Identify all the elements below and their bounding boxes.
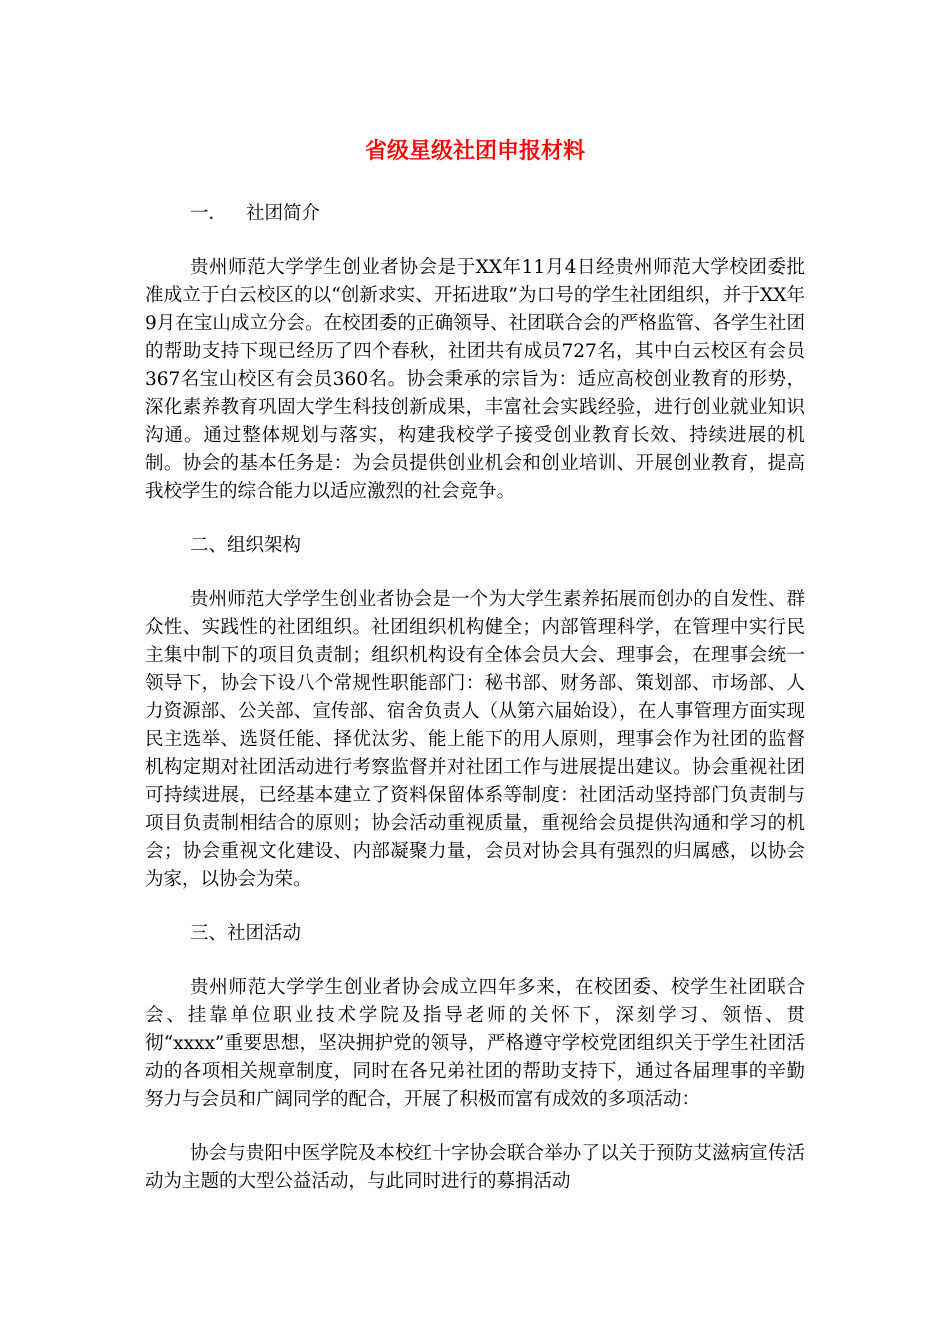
paragraph-structure: 贵州师范大学学生创业者协会是一个为大学生素养拓展而创办的自发性、群众性、实践性的社团组织。社团组织机构健全；内部管理科学，在管理中实行民主集中制下的项目负责制；组织机构设有全体会员大会、理事会，在理事会统一领导下，协会下设八个常规性职能部门：秘书部、财务部、策划部、市场部、人力资源部、公关部、宣传部、宿舍负责人（从第六届始设），在人事管理方面实现民主选举、选贤任能、择优汰劣、能上能下的用人原则，理事会作为社团的监督机构定期对社团活动进行考察监督并对社团工作与进展提出建议。协会重视社团可持续进展，已经基本建立了资料保留体系等制度：社团活动坚持部门负责制与项目负责制相结合的原则；协会活动重视质量，重视给会员提供沟通和学习的机会；协会重视文化建设、内部凝聚力量，会员对协会具有强烈的归属感，以协会为家，以协会为荣。 bbox=[145, 589, 805, 890]
paragraph-activities-2: 协会与贵阳中医学院及本校红十字协会联合举办了以关于预防艾滋病宣传活动为主题的大型公益活动，与此同时进行的募捐活动 bbox=[145, 1143, 805, 1192]
section-heading-text: 社团简介 bbox=[246, 203, 321, 224]
paragraph-activities-1: 贵州师范大学学生创业者协会成立四年多来，在校团委、校学生社团联合会、挂靠单位职业技术学院及指导老师的关怀下，深刻学习、领悟、贯彻“xxxx”重要思想，坚决拥护党的领导，严格遵守学校党团组织关于学生社团活动的各项相关规章制度，同时在各兄弟社团的帮助支持下，通过各届理事的辛勤努力与会员和广阔同学的配合，开展了积极而富有成效的多项活动： bbox=[145, 977, 805, 1110]
document-title: 省级星级社团申报材料 bbox=[364, 139, 585, 164]
section-heading-text: 二、组织架构 bbox=[190, 535, 302, 556]
section-heading-text: 三、社团活动 bbox=[190, 923, 302, 944]
paragraph-intro: 贵州师范大学学生创业者协会是于XX年11月4日经贵州师范大学校团委批准成立于白云校区的以“创新求实、开拓进取”为口号的学生社团组织，并于XX年9月在宝山成立分会。在校团委的正确领导、社团联合会的严格监管、各学生社团的帮助支持下现已经历了四个春秋，社团共有成员727名，其中白云校区有会员367名宝山校区有会员360名。协会秉承的宗旨为：适应高校创业教育的形势，深化素养教育巩固大学生科技创新成果，丰富社会实践经验，进行创业就业知识沟通。通过整体规划与落实，构建我校学子接受创业教育长效、持续进展的机制。协会的基本任务是：为会员提供创业机会和创业培训、开展创业教育，提高我校学生的综合能力以适应激烈的社会竞争。 bbox=[145, 257, 805, 502]
section-heading-structure bbox=[145, 532, 805, 560]
section-heading-number: 一． bbox=[190, 203, 228, 224]
section-heading-activities bbox=[145, 920, 805, 948]
document-body bbox=[145, 200, 805, 1222]
section-heading-intro bbox=[145, 200, 805, 228]
